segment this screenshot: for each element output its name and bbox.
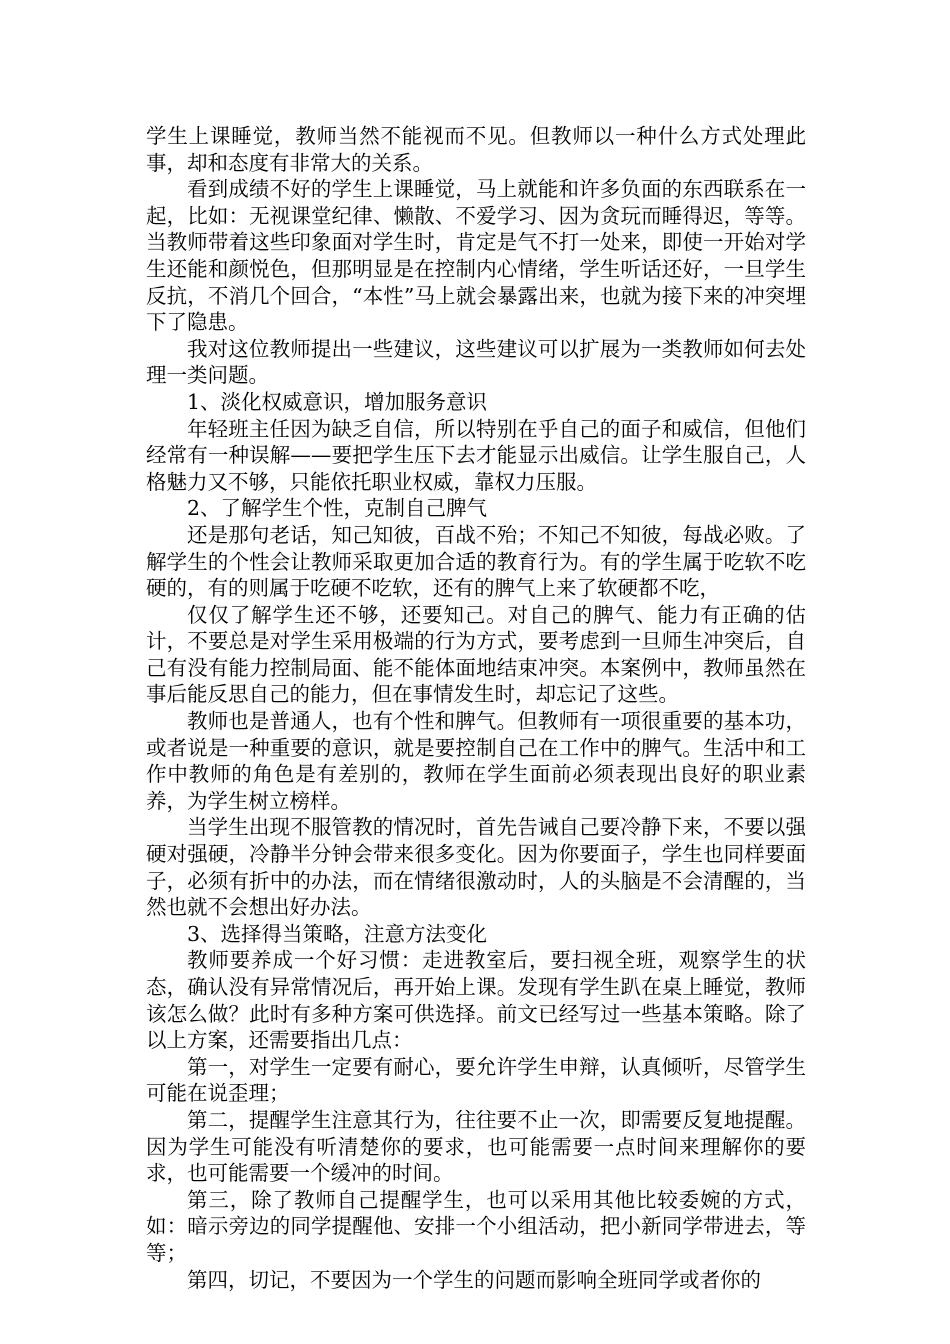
paragraph: 学生上课睡觉，教师当然不能视而不见。但教师以一种什么方式处理此事，却和态度有非常大的关系。 — [146, 124, 806, 175]
paragraph: 当学生出现不服管教的情况时，首先告诫自己要冷静下来，不要以强硬对强硬，冷静半分钟会带来很多变化。因为你要面子，学生也同样要面子，必须有折中的办法，而在情绪很激动时，人的头脑是不会清醒的，当然也就不会想出好办法。 — [146, 815, 806, 920]
document-body — [146, 123, 806, 1293]
paragraph: 仅仅了解学生还不够，还要知己。对自己的脾气、能力有正确的估计，不要总是对学生采用极端的行为方式，要考虑到一旦师生冲突后，自己有没有能力控制局面、能不能体面地结束冲突。本案例中，教师虽然在事后能反思自己的能力，但在事情发生时，却忘记了这些。 — [146, 602, 806, 707]
section-heading: 1、淡化权威意识，增加服务意识 — [187, 389, 488, 414]
paragraph: 年轻班主任因为缺乏自信，所以特别在乎自己的面子和威信，但他们经常有一种误解——要把学生压下去才能显示出威信。让学生服自己，人格魅力又不够，只能依托职业权威，靠权力压服。 — [146, 416, 806, 494]
section-heading: 3、选择得当策略，注意方法变化 — [187, 921, 488, 946]
paragraph: 我对这位教师提出一些建议，这些建议可以扩展为一类教师如何去处理一类问题。 — [146, 336, 806, 388]
paragraph: 还是那句老话，知己知彼，百战不殆；不知己不知彼，每战必败。了解学生的个性会让教师采取更加合适的教育行为。有的学生属于吃软不吃硬的，有的则属于吃硬不吃软，还有的脾气上来了软硬都不吃， — [146, 522, 806, 601]
paragraph: 教师要养成一个好习惯：走进教室后，要扫视全班，观察学生的状态，确认没有异常情况后，再开始上课。发现有学生趴在桌上睡觉，教师该怎么做？此时有多种方案可供选择。前文已经写过一些基本策略。除了以上方案，还需要指出几点： — [146, 948, 806, 1053]
section-heading: 2、了解学生个性，克制自己脾气 — [187, 496, 488, 521]
paragraph: 第三，除了教师自己提醒学生，也可以采用其他比较委婉的方式，如：暗示旁边的同学提醒他、安排一个小组活动，把小新同学带进去，等等； — [146, 1187, 806, 1265]
paragraph: 第四，切记，不要因为一个学生的问题而影响全班同学或者你的 — [187, 1267, 761, 1292]
paragraph: 看到成绩不好的学生上课睡觉，马上就能和许多负面的东西联系在一起，比如：无视课堂纪律、懒散、不爱学习、因为贪玩而睡得迟，等等。当教师带着这些印象面对学生时，肯定是气不打一处来，即使一开始对学生还能和颜悦色，但那明显是在控制内心情绪，学生听话还好，一旦学生反抗，不消几个回合，“本性”马上就会暴露出来，也就为接下来的冲突埋下了隐患。 — [146, 177, 806, 335]
paragraph: 教师也是普通人，也有个性和脾气。但教师有一项很重要的基本功，或者说是一种重要的意识，就是要控制自己在工作中的脾气。生活中和工作中教师的角色是有差别的，教师在学生面前必须表现出良好的职业素养，为学生树立榜样。 — [146, 709, 806, 813]
paragraph: 第二，提醒学生注意其行为，往往要不止一次，即需要反复地提醒。因为学生可能没有听清楚你的要求，也可能需要一点时间来理解你的要求，也可能需要一个缓冲的时间。 — [146, 1107, 806, 1186]
paragraph: 第一，对学生一定要有耐心，要允许学生申辩，认真倾听，尽管学生可能在说歪理； — [146, 1054, 806, 1106]
